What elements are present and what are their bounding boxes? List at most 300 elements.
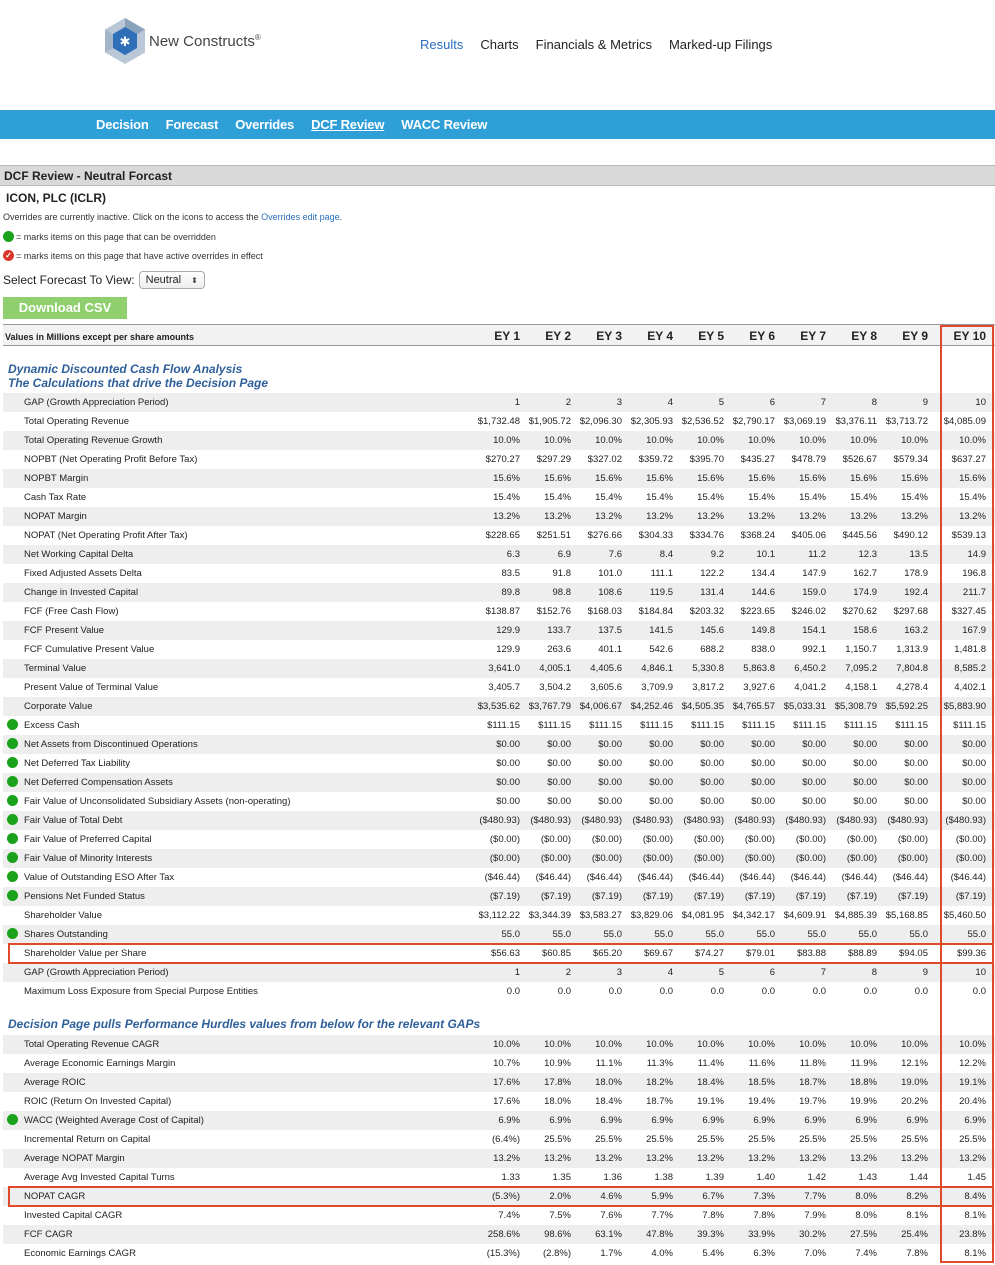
row-value: $88.89: [847, 948, 877, 959]
row-value: 0.0: [557, 986, 571, 997]
row-value: $359.72: [638, 454, 673, 465]
row-value: 55.0: [552, 929, 571, 940]
row-value: 3,605.6: [590, 682, 622, 693]
row-value: 6.3: [506, 549, 520, 560]
column-header: EY 2: [545, 329, 571, 343]
row-value: 8: [871, 967, 877, 978]
forecast-select[interactable]: [139, 271, 205, 289]
table-row: [3, 849, 995, 868]
row-value: ($0.00): [642, 853, 673, 864]
row-value: 15.4%: [959, 492, 986, 503]
row-value: $111.15: [895, 720, 928, 731]
row-value: 25.5%: [850, 1134, 877, 1145]
table-row: [3, 868, 995, 887]
row-value: $0.00: [547, 739, 571, 750]
override-green-dot-icon[interactable]: [7, 719, 18, 730]
row-value: $83.88: [796, 948, 826, 959]
row-label: Total Operating Revenue Growth: [24, 435, 163, 446]
table-row: [3, 1054, 995, 1073]
row-value: 0.0: [914, 986, 928, 997]
row-value: 8: [871, 397, 877, 408]
row-value: 18.5%: [748, 1077, 775, 1088]
row-value: 6,450.2: [794, 663, 826, 674]
row-value: 11.8%: [799, 1058, 826, 1069]
row-value: $0.00: [496, 777, 520, 788]
row-value: ($0.00): [642, 834, 673, 845]
row-value: $0.00: [649, 739, 673, 750]
sub-nav-dcf-review[interactable]: DCF Review: [311, 117, 385, 132]
row-label: Fixed Adjusted Assets Delta: [24, 568, 142, 579]
row-value: $3,344.39: [528, 910, 571, 921]
row-value: 25.5%: [959, 1134, 986, 1145]
row-value: $99.36: [956, 948, 986, 959]
column-header: EY 6: [749, 329, 775, 343]
row-value: 10.0%: [901, 435, 928, 446]
row-value: $0.00: [853, 758, 877, 769]
row-value: ($7.19): [642, 891, 673, 902]
row-value: $0.00: [904, 777, 928, 788]
row-value: 0.0: [710, 986, 724, 997]
logo-hex-icon[interactable]: [100, 16, 150, 66]
row-value: 18.0%: [544, 1096, 571, 1107]
column-header: EY 1: [494, 329, 520, 343]
row-value: 8.0%: [855, 1210, 877, 1221]
row-label: Terminal Value: [24, 663, 87, 674]
row-value: $0.00: [904, 739, 928, 750]
row-value: 13.2%: [959, 1153, 986, 1164]
row-value: $4,081.95: [681, 910, 724, 921]
ey10-highlight-box: [940, 325, 994, 1263]
row-value: 1.39: [705, 1172, 724, 1183]
row-value: $4,342.17: [732, 910, 775, 921]
row-value: 144.6: [751, 587, 775, 598]
row-value: $111.15: [793, 720, 826, 731]
row-value: 3,709.9: [641, 682, 673, 693]
row-value: 89.8: [501, 587, 520, 598]
row-label: Present Value of Terminal Value: [24, 682, 159, 693]
row-value: $0.00: [962, 796, 986, 807]
forecast-select-value: Neutral: [145, 274, 182, 286]
row-value: 7: [820, 967, 826, 978]
row-value: 10.0%: [595, 435, 622, 446]
override-green-dot-icon[interactable]: [7, 871, 18, 882]
row-value: $203.32: [689, 606, 724, 617]
row-value: 11.6%: [748, 1058, 775, 1069]
sub-nav-forecast[interactable]: Forecast: [165, 117, 219, 132]
top-nav-filings[interactable]: Marked-up Filings: [668, 37, 773, 52]
table-row: [3, 1092, 995, 1111]
brand-name[interactable]: New Constructs®: [149, 33, 261, 50]
top-nav-results[interactable]: Results: [420, 37, 464, 52]
row-value: 55.0: [858, 929, 877, 940]
row-value: $69.67: [643, 948, 673, 959]
row-value: 192.4: [904, 587, 928, 598]
row-value: $0.00: [853, 796, 877, 807]
row-value: 15.4%: [901, 492, 928, 503]
row-value: $111.15: [953, 720, 986, 731]
row-value: 5.9%: [651, 1191, 673, 1202]
row-value: $138.87: [485, 606, 520, 617]
row-value: 6.9%: [549, 1115, 571, 1126]
row-value: 39.3%: [697, 1229, 724, 1240]
row-value: ($46.44): [950, 872, 986, 883]
row-value: $3,583.27: [579, 910, 622, 921]
row-value: $0.00: [649, 796, 673, 807]
row-value: 4: [667, 397, 673, 408]
row-value: 19.4%: [748, 1096, 775, 1107]
row-value: 6.9%: [804, 1115, 826, 1126]
row-value: 13.2%: [493, 1153, 520, 1164]
row-value: 6.9%: [964, 1115, 986, 1126]
row-value: $5,033.31: [783, 701, 826, 712]
row-value: 11.9%: [850, 1058, 877, 1069]
override-green-dot-icon[interactable]: [7, 1114, 18, 1125]
table-row: [3, 1073, 995, 1092]
row-value: $3,112.22: [478, 910, 520, 921]
row-value: 258.6%: [487, 1229, 520, 1240]
row-value: 7.7%: [651, 1210, 673, 1221]
table-row: [3, 792, 995, 811]
row-value: $94.05: [898, 948, 928, 959]
override-green-dot-icon[interactable]: [7, 852, 18, 863]
row-value: 13.2%: [595, 1153, 622, 1164]
table-row: [3, 393, 995, 412]
row-value: ($480.93): [945, 815, 986, 826]
table-row: [3, 1225, 995, 1244]
override-green-dot-icon[interactable]: [7, 738, 18, 749]
svg-text:✱: ✱: [119, 35, 131, 50]
table-row: [3, 887, 995, 906]
row-label: Total Operating Revenue: [24, 416, 130, 427]
row-value: 91.8: [552, 568, 571, 579]
table-header: [3, 324, 995, 346]
row-value: 17.6%: [493, 1077, 520, 1088]
row-value: 108.6: [598, 587, 622, 598]
row-value: 7.6: [608, 549, 622, 560]
row-value: 10.0%: [646, 435, 673, 446]
row-value: 147.9: [802, 568, 826, 579]
row-value: 8.2%: [906, 1191, 928, 1202]
row-label: NOPAT Margin: [24, 511, 87, 522]
row-value: 1.33: [501, 1172, 520, 1183]
table-row: [3, 488, 995, 507]
sub-nav-decision[interactable]: Decision: [96, 117, 149, 132]
row-label: Fair Value of Preferred Capital: [24, 834, 152, 845]
table-row: [3, 602, 995, 621]
sub-nav-overrides[interactable]: Overrides: [235, 117, 295, 132]
row-label: FCF Present Value: [24, 625, 105, 636]
row-value: $2,096.30: [579, 416, 622, 427]
row-value: 15.6%: [799, 473, 826, 484]
row-value: $4,006.67: [579, 701, 622, 712]
row-value: $0.00: [496, 739, 520, 750]
row-label: Incremental Return on Capital: [24, 1134, 151, 1145]
row-value: 542.6: [649, 644, 673, 655]
row-value: 145.6: [700, 625, 724, 636]
table-row: [3, 963, 995, 982]
row-value: 25.5%: [697, 1134, 724, 1145]
row-value: $0.00: [802, 796, 826, 807]
row-value: 10.0%: [748, 1039, 775, 1050]
row-value: 2.0%: [549, 1191, 571, 1202]
row-value: 19.0%: [901, 1077, 928, 1088]
row-value: 15.4%: [646, 492, 673, 503]
row-value: $4,885.39: [834, 910, 877, 921]
row-value: ($46.44): [739, 872, 775, 883]
row-label: GAP (Growth Appreciation Period): [24, 397, 169, 408]
row-value: 10.0%: [544, 435, 571, 446]
row-value: $0.00: [598, 758, 622, 769]
row-value: 12.1%: [901, 1058, 928, 1069]
row-value: 7.0%: [804, 1248, 826, 1259]
row-value: 13.5: [909, 549, 928, 560]
row-value: 15.6%: [493, 473, 520, 484]
row-value: 18.8%: [850, 1077, 877, 1088]
row-value: 5: [718, 397, 724, 408]
row-value: $0.00: [598, 777, 622, 788]
row-value: 13.2%: [850, 1153, 877, 1164]
row-value: $0.00: [700, 777, 724, 788]
row-value: 13.2%: [595, 511, 622, 522]
row-value: 131.4: [700, 587, 724, 598]
row-value: $2,790.17: [732, 416, 775, 427]
row-value: 6.9%: [753, 1115, 775, 1126]
row-value: 10.1: [756, 549, 775, 560]
row-value: 10: [975, 967, 986, 978]
row-value: 13.2%: [748, 1153, 775, 1164]
row-value: 4,402.1: [954, 682, 986, 693]
row-value: 20.2%: [901, 1096, 928, 1107]
row-value: 7.4%: [498, 1210, 520, 1221]
row-value: 688.2: [700, 644, 724, 655]
table-row: [3, 450, 995, 469]
nopat-cagr-highlight: [8, 1186, 994, 1207]
row-value: $0.00: [962, 739, 986, 750]
row-value: ($0.00): [693, 834, 724, 845]
row-value: $79.01: [745, 948, 775, 959]
top-nav-charts[interactable]: Charts: [480, 37, 519, 52]
row-value: 0.0: [608, 986, 622, 997]
row-value: 154.1: [802, 625, 826, 636]
row-value: 8.1%: [964, 1210, 986, 1221]
row-label: Net Deferred Compensation Assets: [24, 777, 173, 788]
row-value: 4,158.1: [845, 682, 877, 693]
row-value: 18.4%: [697, 1077, 724, 1088]
row-value: 13.2%: [901, 1153, 928, 1164]
row-value: 1.36: [603, 1172, 622, 1183]
row-value: ($0.00): [540, 853, 571, 864]
row-value: (2.8%): [543, 1248, 571, 1259]
row-value: 8.4%: [964, 1191, 986, 1202]
table-row: [3, 412, 995, 431]
row-value: $405.06: [791, 530, 826, 541]
column-header: EY 7: [800, 329, 826, 343]
table-row: [3, 1111, 995, 1130]
table-row: [3, 735, 995, 754]
row-value: 10.0%: [959, 1039, 986, 1050]
row-value: 174.9: [853, 587, 877, 598]
row-value: 1.45: [967, 1172, 986, 1183]
row-value: 7,804.8: [896, 663, 928, 674]
table-row: [3, 583, 995, 602]
select-arrows-icon: ⬍: [191, 275, 198, 285]
override-green-dot-icon[interactable]: [7, 814, 18, 825]
row-value: $0.00: [496, 758, 520, 769]
row-value: $0.00: [802, 758, 826, 769]
override-green-dot-icon[interactable]: [7, 776, 18, 787]
row-value: $478.79: [791, 454, 826, 465]
row-value: $327.02: [587, 454, 622, 465]
row-value: 4: [667, 967, 673, 978]
row-value: $56.63: [490, 948, 520, 959]
row-value: 6.9%: [651, 1115, 673, 1126]
row-value: 25.5%: [646, 1134, 673, 1145]
row-value: 13.2%: [493, 511, 520, 522]
row-label: Total Operating Revenue CAGR: [24, 1039, 160, 1050]
override-green-dot-icon[interactable]: [7, 890, 18, 901]
row-value: ($7.19): [540, 891, 571, 902]
row-value: $4,085.09: [943, 416, 986, 427]
row-value: $539.13: [951, 530, 986, 541]
row-value: 4.0%: [651, 1248, 673, 1259]
row-value: $111.15: [640, 720, 673, 731]
sub-nav-wacc-review[interactable]: WACC Review: [401, 117, 488, 132]
legend-red: [3, 250, 263, 261]
row-value: ($0.00): [489, 834, 520, 845]
row-value: $111.15: [742, 720, 775, 731]
row-value: ($46.44): [688, 872, 724, 883]
row-value: 6: [769, 397, 775, 408]
row-value: 1.35: [552, 1172, 571, 1183]
row-value: 10.0%: [646, 1039, 673, 1050]
row-value: $327.45: [951, 606, 986, 617]
row-value: 149.8: [751, 625, 775, 636]
table-row: [3, 545, 995, 564]
row-value: ($0.00): [693, 853, 724, 864]
row-value: 137.5: [598, 625, 622, 636]
table-row: [3, 697, 995, 716]
row-value: 18.0%: [595, 1077, 622, 1088]
row-value: 4,278.4: [896, 682, 928, 693]
table-row: [3, 621, 995, 640]
override-green-dot-icon[interactable]: [7, 833, 18, 844]
row-value: 15.6%: [901, 473, 928, 484]
row-value: 11.2: [808, 549, 826, 560]
row-value: $3,376.11: [835, 416, 877, 427]
row-value: 8.1%: [906, 1210, 928, 1221]
row-value: 19.1%: [697, 1096, 724, 1107]
row-value: $0.00: [751, 777, 775, 788]
table-row: [3, 1130, 995, 1149]
row-value: 11.4%: [697, 1058, 724, 1069]
row-value: 7.4%: [855, 1248, 877, 1259]
row-value: 119.5: [649, 587, 673, 598]
row-label: NOPAT CAGR: [24, 1191, 86, 1202]
table-row: [3, 1206, 995, 1225]
row-value: 6.9%: [855, 1115, 877, 1126]
row-value: ($0.00): [540, 834, 571, 845]
row-value: ($7.19): [897, 891, 928, 902]
row-value: 1.43: [858, 1172, 877, 1183]
row-value: 129.9: [496, 644, 520, 655]
row-value: $0.00: [649, 758, 673, 769]
row-value: 3,405.7: [488, 682, 520, 693]
row-value: 55.0: [909, 929, 928, 940]
row-value: ($0.00): [489, 853, 520, 864]
row-value: $65.20: [592, 948, 622, 959]
row-value: $0.00: [962, 758, 986, 769]
override-green-dot-icon[interactable]: [7, 795, 18, 806]
override-green-dot-icon[interactable]: [7, 928, 18, 939]
row-label: FCF (Free Cash Flow): [24, 606, 119, 617]
row-value: $0.00: [751, 739, 775, 750]
row-label: WACC (Weighted Average Cost of Capital): [24, 1115, 204, 1126]
override-green-dot-icon[interactable]: [7, 757, 18, 768]
top-nav-financials[interactable]: Financials & Metrics: [535, 37, 652, 52]
row-value: 3,927.6: [743, 682, 775, 693]
row-value: 2: [565, 397, 571, 408]
row-value: 0.0: [812, 986, 826, 997]
row-value: 15.6%: [544, 473, 571, 484]
table-units-label: Values in Millions except per share amounts: [5, 332, 195, 342]
row-value: 11.3%: [646, 1058, 673, 1069]
company-name: ICON, PLC (ICLR): [6, 191, 106, 205]
row-value: $4,765.57: [732, 701, 775, 712]
row-value: 25.5%: [901, 1134, 928, 1145]
row-value: 55.0: [967, 929, 986, 940]
row-value: 55.0: [807, 929, 826, 940]
row-value: 4,041.2: [794, 682, 826, 693]
row-label: Average Economic Earnings Margin: [24, 1058, 176, 1069]
row-value: $111.15: [589, 720, 622, 731]
row-value: $368.24: [740, 530, 775, 541]
row-value: ($0.00): [795, 834, 826, 845]
row-value: 8.1%: [964, 1248, 986, 1259]
download-csv-button[interactable]: Download CSV: [3, 297, 127, 319]
row-label: Shares Outstanding: [24, 929, 108, 940]
row-value: 14.9: [967, 549, 986, 560]
row-value: 12.2%: [959, 1058, 986, 1069]
group-title: Dynamic Discounted Cash Flow Analysis: [8, 362, 243, 376]
row-value: 6.9%: [702, 1115, 724, 1126]
row-value: $0.00: [547, 796, 571, 807]
row-label: Pensions Net Funded Status: [24, 891, 145, 902]
row-value: ($480.93): [785, 815, 826, 826]
row-value: 11.1%: [595, 1058, 622, 1069]
row-value: 162.7: [853, 568, 877, 579]
row-value: $1,905.72: [528, 416, 571, 427]
row-value: $0.00: [751, 758, 775, 769]
row-value: 992.1: [802, 644, 826, 655]
row-value: $0.00: [904, 758, 928, 769]
row-label: ROIC (Return On Invested Capital): [24, 1096, 172, 1107]
row-label: Excess Cash: [24, 720, 80, 731]
row-value: $2,536.52: [681, 416, 724, 427]
row-value: ($7.19): [744, 891, 775, 902]
row-value: 47.8%: [646, 1229, 673, 1240]
row-value: 19.9%: [850, 1096, 877, 1107]
row-value: $0.00: [802, 739, 826, 750]
row-value: 158.6: [853, 625, 877, 636]
row-value: 5,330.8: [692, 663, 724, 674]
row-value: 111.1: [650, 568, 673, 579]
row-value: $74.27: [694, 948, 724, 959]
row-value: 15.6%: [850, 473, 877, 484]
row-value: 133.7: [547, 625, 571, 636]
shareholder-value-per-share-highlight: [8, 943, 994, 964]
row-value: (15.3%): [486, 1248, 520, 1259]
overrides-edit-link[interactable]: Overrides edit page: [261, 212, 340, 222]
